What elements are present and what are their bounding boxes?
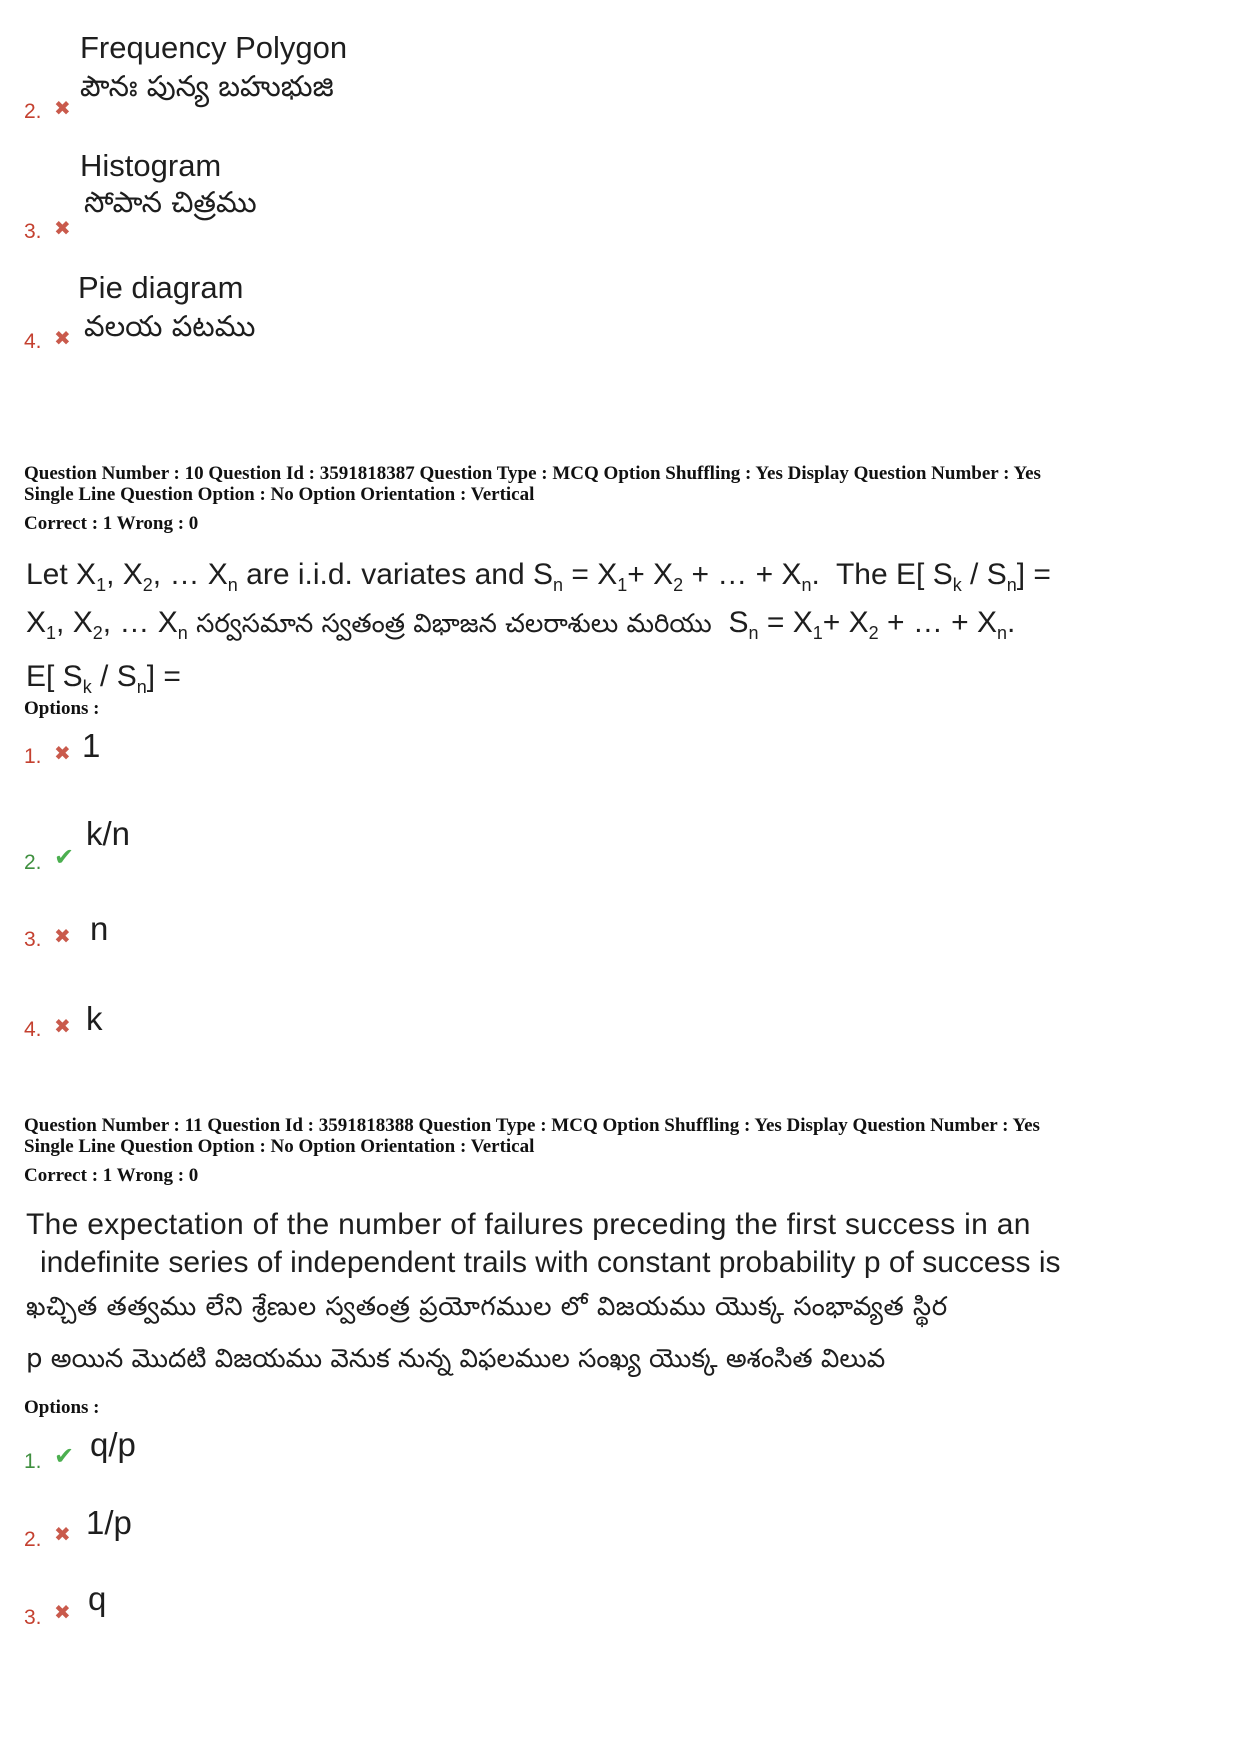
option-number: 2. — [24, 1528, 42, 1551]
option-number: 4. — [24, 330, 42, 353]
option-number: 1. — [24, 745, 42, 768]
option-number: 2. — [24, 851, 42, 874]
question-meta-line3: Correct : 1 Wrong : 0 — [24, 513, 199, 534]
option-text: n — [90, 910, 109, 947]
option-text-en: Histogram — [80, 148, 222, 183]
option-number: 3. — [24, 928, 42, 951]
option-text-te: పౌనః పున్య బహుభుజి — [80, 69, 334, 103]
options-label: Options : — [24, 1397, 100, 1418]
option-text-te: వలయ పటము — [84, 309, 256, 343]
cross-icon: ✖ — [54, 1522, 71, 1546]
question-text-en: Let $X_1$, $X_2$, … $X_n$ are i.i.d. variates and $S_n = X_1+ X_2$ + … + $X_n$. The E[ $S_k / S_n$] = — [26, 558, 1051, 595]
options-label: Options : — [24, 698, 100, 719]
question-text-en-2: indefinite series of independent trails with constant probability p of success is — [40, 1246, 1061, 1279]
question-text-te-2: p అయిన మొదటి విజయము వెనుక నున్న విఫలముల సంఖ్య యొక్క అశంసిత విలువ — [26, 1344, 886, 1374]
option-number: 1. — [24, 1450, 42, 1473]
cross-icon: ✖ — [54, 216, 71, 240]
question-text-line3: E[ $S_k / S_n$] = — [26, 660, 181, 697]
cross-icon: ✖ — [54, 326, 71, 350]
question-meta-line2: Single Line Question Option : No Option Orientation : Vertical — [24, 1136, 535, 1157]
option-text: 1/p — [86, 1504, 132, 1541]
option-text: q/p — [90, 1426, 136, 1463]
option-text: k — [86, 1000, 103, 1037]
option-text-te: సోపాన చిత్రము — [84, 185, 257, 219]
option-text-en: Pie diagram — [78, 270, 244, 305]
question-meta-line2: Single Line Question Option : No Option Orientation : Vertical — [24, 484, 535, 505]
question-text — [26, 556, 1216, 706]
option-number: 3. — [24, 220, 42, 243]
option-text: k/n — [86, 815, 131, 852]
check-icon: ✔ — [54, 1442, 75, 1470]
cross-icon: ✖ — [54, 924, 71, 948]
question-meta-line3: Correct : 1 Wrong : 0 — [24, 1165, 199, 1186]
question-meta-line1: Question Number : 11 Question Id : 3591818388 Question Type : MCQ Option Shuffling : Yes Display Question Number : Yes — [24, 1115, 1040, 1136]
cross-icon: ✖ — [54, 1600, 71, 1624]
option-number: 2. — [24, 100, 42, 123]
cross-icon: ✖ — [54, 96, 71, 120]
option-text: 1 — [82, 727, 101, 764]
question-text-en-1: The expectation of the number of failures preceding the first success in an — [26, 1208, 1031, 1241]
question-text-te: $X_1$, $X_2$, … $X_n$ సర్వసమాన స్వతంత్ర విభాజన చలరాశులు మరియు $S_n = X_1+ X_2$ + … + $X_n$. — [26, 606, 1016, 643]
option-text-en: Frequency Polygon — [80, 30, 348, 65]
check-icon: ✔ — [54, 843, 75, 871]
cross-icon: ✖ — [54, 1014, 71, 1038]
question-meta-line1: Question Number : 10 Question Id : 3591818387 Question Type : MCQ Option Shuffling : Yes Display Question Number : Yes — [24, 463, 1041, 484]
cross-icon: ✖ — [54, 741, 71, 765]
question-text-te-1: ఖచ్చిత తత్వము లేని శ్రేణుల స్వతంత్ర ప్రయోగముల లో విజయము యొక్క సంభావ్యత స్థిర — [26, 1292, 948, 1322]
option-number: 3. — [24, 1606, 42, 1629]
option-number: 4. — [24, 1018, 42, 1041]
option-text: q — [88, 1580, 107, 1617]
